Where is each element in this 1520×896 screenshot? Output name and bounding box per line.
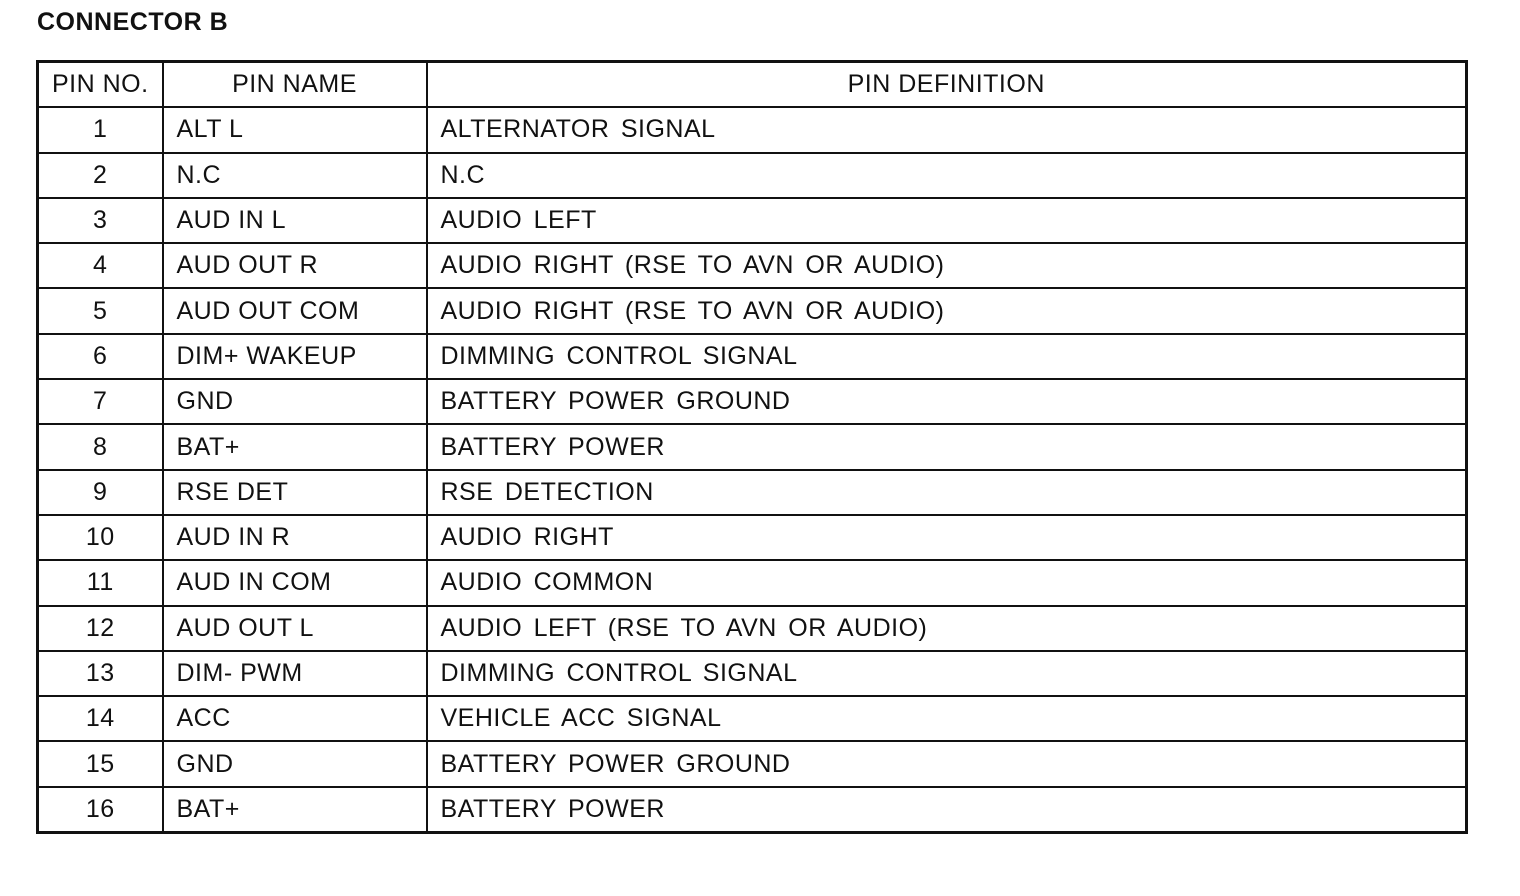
pin-number-cell: 3 — [38, 198, 163, 243]
pin-number-cell: 4 — [38, 243, 163, 288]
pin-name-cell: DIM+ WAKEUP — [163, 334, 427, 379]
pin-name-cell: BAT+ — [163, 424, 427, 469]
table-row — [38, 288, 1467, 333]
pin-number-cell: 12 — [38, 606, 163, 651]
pin-definition-cell: BATTERY POWER — [427, 787, 1467, 833]
pin-number-cell: 14 — [38, 696, 163, 741]
table-row — [38, 606, 1467, 651]
pin-name-cell: GND — [163, 379, 427, 424]
pin-definition-cell: AUDIO LEFT (RSE TO AVN OR AUDIO) — [427, 606, 1467, 651]
pin-name-cell: ACC — [163, 696, 427, 741]
pin-definition-cell: ALTERNATOR SIGNAL — [427, 107, 1467, 152]
table-row — [38, 243, 1467, 288]
document-title: CONNECTOR B — [37, 8, 229, 36]
table-row — [38, 787, 1467, 833]
pin-number-cell: 6 — [38, 334, 163, 379]
table-row — [38, 107, 1467, 152]
pin-name-cell: N.C — [163, 153, 427, 198]
table-row — [38, 198, 1467, 243]
pin-number-cell: 11 — [38, 560, 163, 605]
pin-definition-cell: AUDIO COMMON — [427, 560, 1467, 605]
pin-name-cell: BAT+ — [163, 787, 427, 833]
table-row — [38, 560, 1467, 605]
pin-name-cell: ALT L — [163, 107, 427, 152]
header-pin-definition: PIN DEFINITION — [427, 62, 1467, 108]
pin-name-cell: AUD OUT L — [163, 606, 427, 651]
pin-name-cell: DIM- PWM — [163, 651, 427, 696]
pin-name-cell: AUD IN L — [163, 198, 427, 243]
pin-number-cell: 8 — [38, 424, 163, 469]
pin-number-cell: 5 — [38, 288, 163, 333]
pin-definition-cell: DIMMING CONTROL SIGNAL — [427, 334, 1467, 379]
pin-number-cell: 1 — [38, 107, 163, 152]
pin-definition-cell: AUDIO RIGHT (RSE TO AVN OR AUDIO) — [427, 243, 1467, 288]
table-row — [38, 379, 1467, 424]
table-row — [38, 334, 1467, 379]
table-row — [38, 741, 1467, 786]
table-row — [38, 153, 1467, 198]
pin-definition-cell: BATTERY POWER GROUND — [427, 741, 1467, 786]
pin-name-cell: AUD OUT COM — [163, 288, 427, 333]
pin-number-cell: 7 — [38, 379, 163, 424]
pin-number-cell: 2 — [38, 153, 163, 198]
pin-definition-cell: DIMMING CONTROL SIGNAL — [427, 651, 1467, 696]
pin-definition-cell: BATTERY POWER GROUND — [427, 379, 1467, 424]
table-row — [38, 651, 1467, 696]
pin-number-cell: 9 — [38, 470, 163, 515]
pin-name-cell: AUD OUT R — [163, 243, 427, 288]
pin-number-cell: 10 — [38, 515, 163, 560]
pin-definition-cell: RSE DETECTION — [427, 470, 1467, 515]
pin-number-cell: 16 — [38, 787, 163, 833]
table-row — [38, 470, 1467, 515]
pin-definition-cell: VEHICLE ACC SIGNAL — [427, 696, 1467, 741]
pin-name-cell: RSE DET — [163, 470, 427, 515]
table-body — [38, 107, 1467, 832]
pin-name-cell: AUD IN R — [163, 515, 427, 560]
pin-number-cell: 15 — [38, 741, 163, 786]
table-header-row — [38, 62, 1467, 108]
pin-name-cell: AUD IN COM — [163, 560, 427, 605]
pin-number-cell: 13 — [38, 651, 163, 696]
pin-definition-cell: BATTERY POWER — [427, 424, 1467, 469]
pin-table — [36, 60, 1468, 834]
table-row — [38, 696, 1467, 741]
table-row — [38, 515, 1467, 560]
table-row — [38, 424, 1467, 469]
header-pin-no: PIN NO. — [38, 62, 163, 108]
pin-definition-cell: AUDIO LEFT — [427, 198, 1467, 243]
pin-definition-cell: N.C — [427, 153, 1467, 198]
header-pin-name: PIN NAME — [163, 62, 427, 108]
pin-definition-cell: AUDIO RIGHT (RSE TO AVN OR AUDIO) — [427, 288, 1467, 333]
pin-definition-cell: AUDIO RIGHT — [427, 515, 1467, 560]
pin-name-cell: GND — [163, 741, 427, 786]
